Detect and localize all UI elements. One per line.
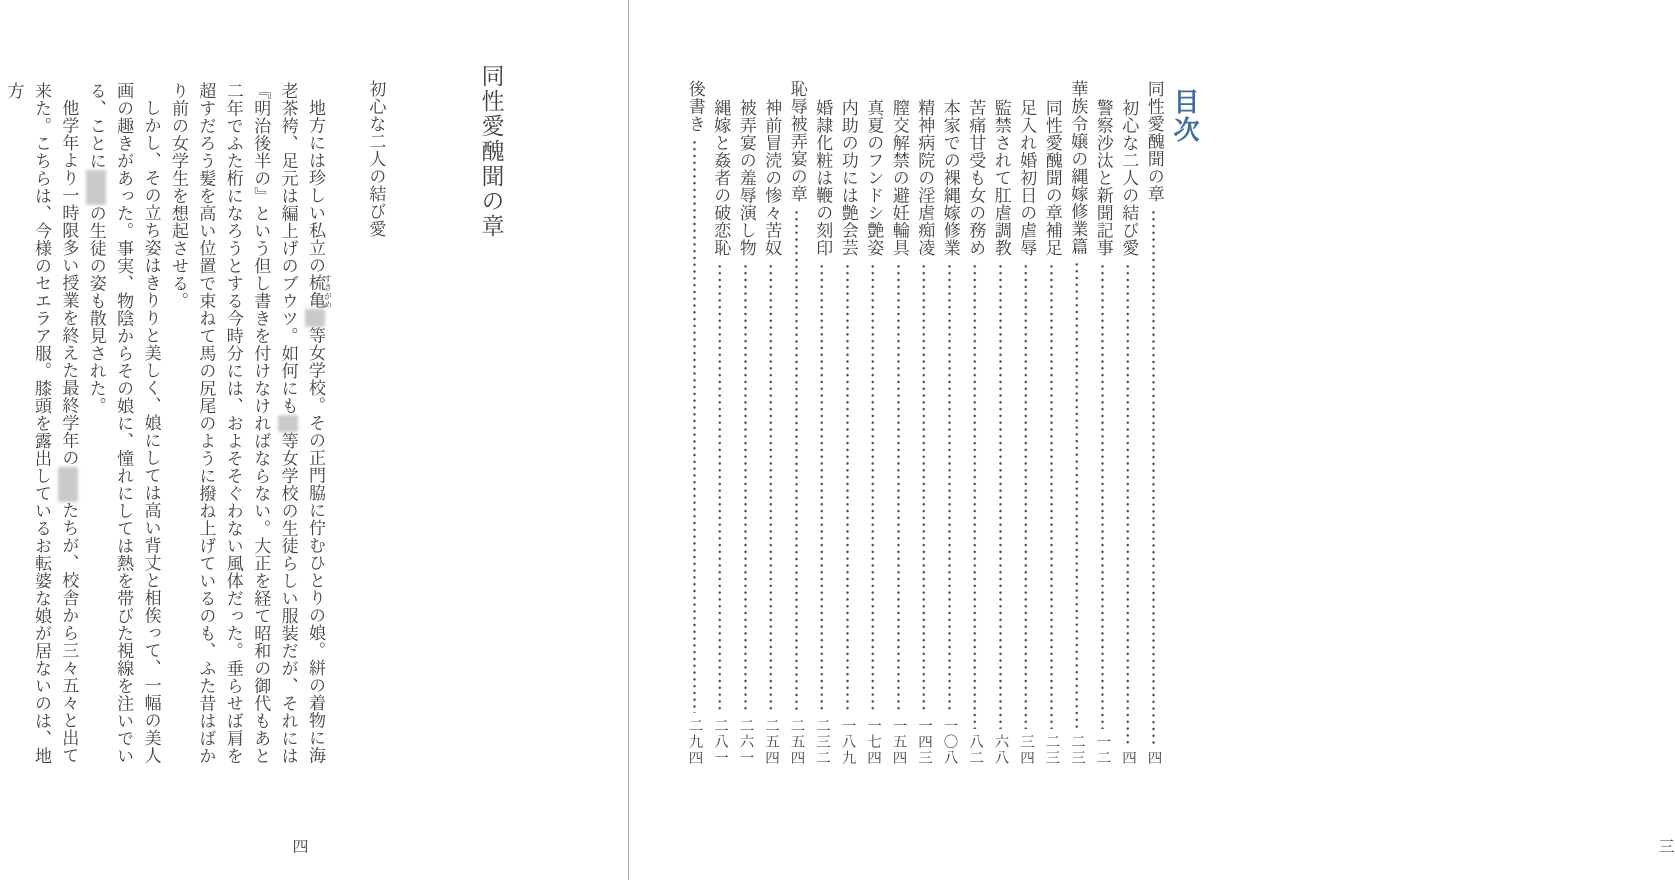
toc-dotted-leader [707,263,733,714]
toc-entry-label: 縄嫁と姦者の破恋恥 [710,99,731,257]
toc-entry-label: 本家での裸縄嫁修業 [939,99,960,257]
toc-dotted-leader [886,263,912,714]
toc-entry-page-number: 二三 [1069,734,1085,766]
toc-entry-label: 真夏のフンドシ艶姿 [863,99,884,257]
toc-dotted-leader [1090,263,1116,730]
toc-title: 目次 [1169,88,1199,144]
toc-entry-label: 精神病院の淫虐痴凌 [914,99,935,257]
censored-text [86,170,106,205]
toc-entry-page-number: 二八一 [712,718,728,766]
chapter-body [3,82,333,774]
toc-entry[interactable] [1090,80,1116,766]
censored-text [278,415,298,433]
toc-page [629,0,1675,880]
toc-dotted-leader [911,263,937,714]
body-paragraph: 地方には珍しい私立の梳亀すきがめ 等女学校。その正門脇に佇むひとりの娘。絣の着物に海老茶袴、足元は編上げのブウツ。如何にも 等女学校の生徒らしい服装だが、それには『明治後半の』という但し書きを付けなければならない。大正を経て昭和の御代もあと二年でふた桁になろうとする今時分には、およそそぐわない風体だった。垂らせば肩を超すだろう髪を高い位置で束ねて馬の尻尾のように撥ね上げているのも、ふた昔はばかり前の女学生を想起させる。 [167,82,333,765]
toc-entry[interactable] [1141,80,1167,766]
toc-entry-page-number: 四 [1145,750,1162,766]
toc-dotted-leader [835,263,861,714]
toc-entry-label: 被弄宴の羞辱演し物 [735,99,756,257]
toc-dotted-leader [860,263,886,714]
toc-entry[interactable] [1039,80,1065,766]
toc-entry-label: 監禁されて肛虐調教 [990,99,1011,257]
toc-entry[interactable] [962,80,988,766]
toc-entry-label: 膣交解禁の避妊輪具 [888,99,909,257]
toc-entry[interactable] [707,80,733,766]
toc-entry-page-number: 六八 [992,734,1009,766]
toc-dotted-leader [784,209,810,714]
toc-entry-label: 内助の功には艶会芸 [837,99,858,257]
toc-entry-label: 後書き [684,80,705,133]
toc-entry[interactable] [1013,80,1039,766]
toc-entry[interactable] [835,80,861,766]
chapter-title: 同性愛醜聞の章 [477,64,504,239]
section-title: 初心な二人の結び愛 [365,80,386,238]
toc-entry[interactable] [911,80,937,766]
toc-entry[interactable] [784,80,810,766]
toc-dotted-leader [758,263,784,714]
toc-entry[interactable] [1064,80,1090,766]
toc-entry-label: 同性愛醜聞の章補足 [1041,99,1062,257]
toc-entry-page-number: 二三二 [814,718,830,766]
censored-text [58,467,78,502]
toc-entry-page-number: 一五四 [890,718,907,766]
toc-entry-label: 恥辱被弄宴の章 [786,80,807,203]
ruby-annotated-text: 梳亀すきがめ [305,274,333,309]
toc-entry-label: 婚隷化粧は鞭の刻印 [812,99,833,257]
toc-entry-page-number: 一〇八 [941,718,958,766]
toc-entry-page-number: 二九四 [686,718,703,766]
right-folio: 三 [1656,838,1675,854]
toc-entry-label: 神前冒涜の惨々苦奴 [761,99,782,257]
toc-entry-label: 初心な二人の結び愛 [1118,99,1139,257]
toc-entry[interactable] [682,80,708,766]
toc-entry[interactable] [1115,80,1141,766]
toc-entry-page-number: 二五四 [788,718,805,766]
body-paragraph: しかし、その立ち姿はきりりと美しく、娘にしては高い背丈と相俟って、一幅の美人画の趣きがあった。事実、物陰からその娘に、憧れにしては熱を帯びた視線を注いでいる、ことに の生徒の姿も散見された。 [85,82,161,765]
toc-entry-page-number: 四 [1120,750,1136,766]
toc-entry[interactable] [937,80,963,766]
toc-entry-page-number: 三四 [1018,734,1034,766]
toc-entry[interactable] [758,80,784,766]
toc-dotted-leader [1064,261,1090,729]
toc-dotted-leader [1141,209,1167,746]
toc-entry-page-number: 二六一 [737,718,754,766]
toc-dotted-leader [1013,263,1039,730]
toc-entry-page-number: 二五四 [763,718,779,766]
toc-dotted-leader [809,263,835,714]
toc-entry-label: 足入れ婚初日の虐辱 [1016,99,1037,257]
toc-entry-page-number: 一二 [1094,734,1111,766]
toc-entry[interactable] [860,80,886,766]
toc-entry-label: 警察沙汰と新聞記事 [1092,99,1113,257]
censored-text [305,309,325,327]
toc-dotted-leader [962,263,988,730]
toc-dotted-leader [682,139,708,714]
toc-entry[interactable] [733,80,759,766]
toc-entry-page-number: 八二 [967,734,983,766]
toc-dotted-leader [1039,263,1065,730]
left-page [0,0,628,880]
toc-dotted-leader [733,263,759,714]
toc-entry[interactable] [988,80,1014,766]
toc-dotted-leader [988,263,1014,730]
toc-dotted-leader [1115,263,1141,746]
toc-entry-page-number: 二三 [1043,734,1060,766]
toc-list [681,80,1166,766]
left-folio: 四 [290,838,309,854]
toc-entry-label: 同性愛醜聞の章 [1143,80,1164,203]
toc-entry[interactable] [809,80,835,766]
toc-entry-page-number: 一八九 [839,718,856,766]
toc-entry-page-number: 一七四 [865,718,881,766]
toc-entry-page-number: 一四三 [916,718,932,766]
toc-entry[interactable] [886,80,912,766]
toc-entry-label: 華族令嬢の縄嫁修業篇 [1067,80,1088,255]
body-paragraph: 他学年より一時限多い授業を終えた最終学年の たちが、校舎から三々五々と出て来た。こちらは、今様のセエラア服。膝頭を露出しているお転婆な娘が居ないのは、地方 [3,82,79,765]
toc-entry-label: 苦痛甘受も女の務め [965,99,986,257]
toc-dotted-leader [937,263,963,714]
